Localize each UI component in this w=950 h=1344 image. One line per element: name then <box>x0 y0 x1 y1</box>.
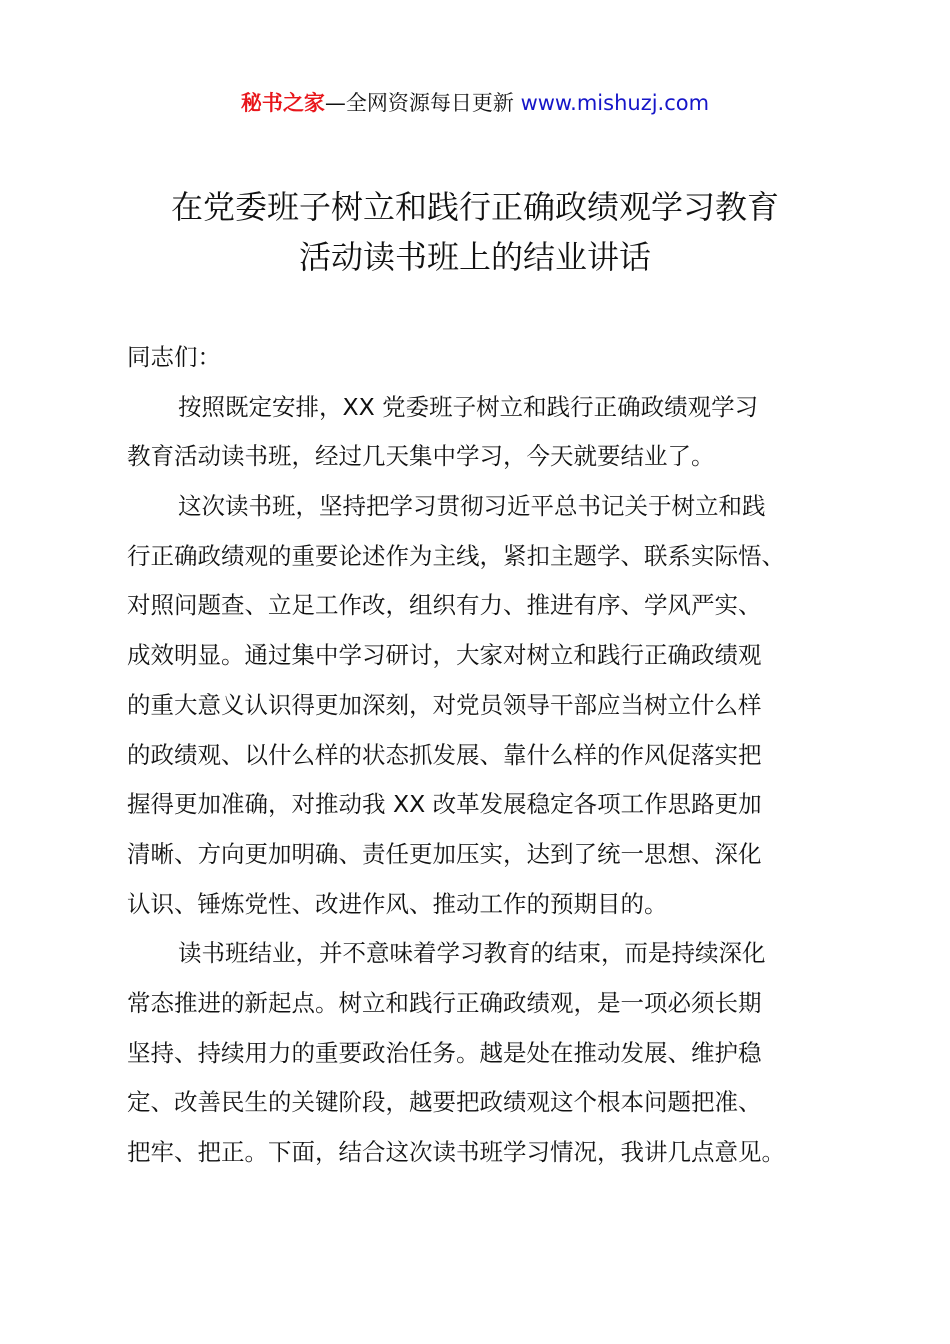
document-body <box>127 333 847 1178</box>
paragraph-line: 的重大意义认识得更加深刻，对党员领导干部应当树立什么样 <box>127 690 762 719</box>
paragraph-line: 清晰、方向更加明确、责任更加压实，达到了统一思想、深化 <box>127 839 762 868</box>
paragraph-line: 定、改善民生的关键阶段，越要把政绩观这个根本问题把准、 <box>127 1088 762 1117</box>
paragraph-line: 常态推进的新起点。树立和践行正确政绩观，是一项必须长期 <box>127 988 762 1017</box>
paragraph-line: 读书班结业，并不意味着学习教育的结束，而是持续深化 <box>178 939 766 968</box>
paragraph-line: 对照问题查、立足工作改，组织有力、推进有序、学风严实、 <box>127 591 762 620</box>
header-tagline: —全网资源每日更新 <box>324 91 514 115</box>
brand-name: 秘书之家 <box>240 91 325 115</box>
paragraph-line: 的政绩观、以什么样的状态抓发展、靠什么样的作风促落实把 <box>127 740 762 769</box>
site-header <box>0 88 950 118</box>
paragraph-3 <box>127 929 847 1177</box>
paragraph-line: 这次读书班，坚持把学习贯彻习近平总书记关于树立和践 <box>178 492 766 521</box>
paragraph-line: 坚持、持续用力的重要政治任务。越是处在推动发展、维护稳 <box>127 1038 762 1067</box>
paragraph-1 <box>127 383 847 482</box>
site-url-link[interactable]: www.mishuzj.com <box>520 91 710 115</box>
paragraph-line: 教育活动读书班，经过几天集中学习，今天就要结业了。 <box>127 442 715 471</box>
paragraph-line: 把牢、把正。下面，结合这次读书班学习情况，我讲几点意见。 <box>127 1138 785 1166</box>
paragraph-line: 认识、锤炼党性、改进作风、推动工作的预期目的。 <box>127 889 668 918</box>
salutation: 同志们： <box>127 343 221 371</box>
paragraph-line: 按照既定安排，XX 党委班子树立和践行正确政绩观学习 <box>178 392 759 421</box>
paragraph-2 <box>127 482 847 929</box>
paragraph-line: 行正确政绩观的重要论述作为主线，紧扣主题学、联系实际悟、 <box>127 541 785 570</box>
title-line-2: 活动读书班上的结业讲话 <box>298 238 651 276</box>
title-line-1: 在党委班子树立和践行正确政绩观学习教育 <box>170 188 779 226</box>
paragraph-line: 成效明显。通过集中学习研讨，大家对树立和践行正确政绩观 <box>127 641 762 670</box>
paragraph-line: 握得更加准确，对推动我 XX 改革发展稳定各项工作思路更加 <box>127 790 762 819</box>
document-title <box>0 182 950 282</box>
